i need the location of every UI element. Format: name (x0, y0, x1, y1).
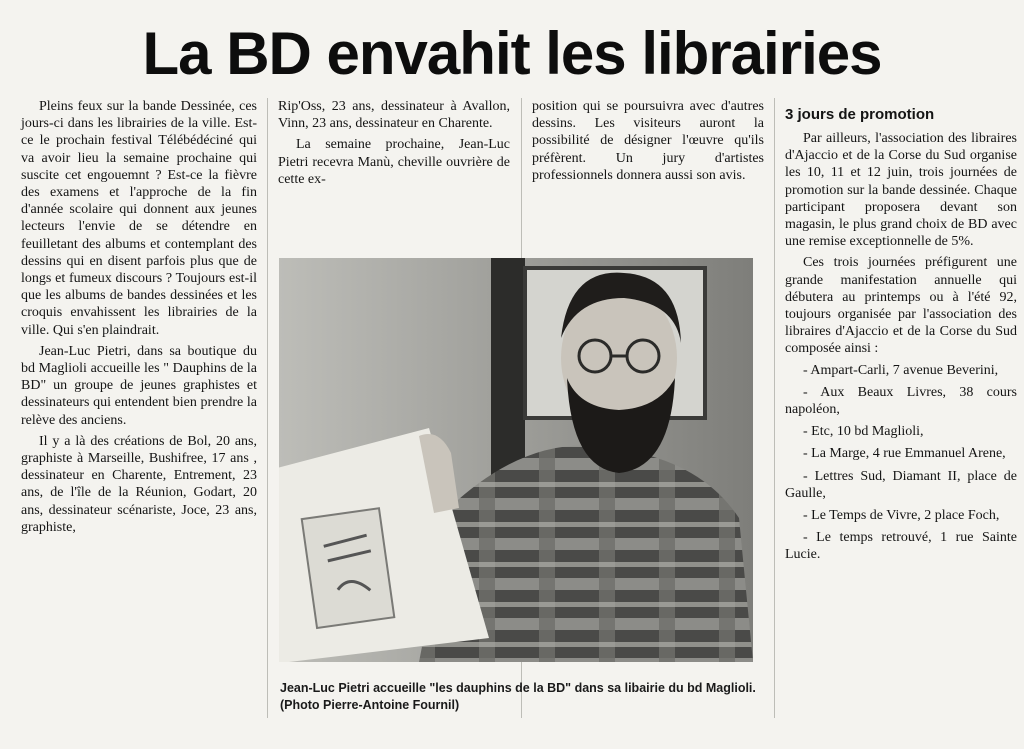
photo-illustration (279, 258, 753, 662)
list-item: - Aux Beaux Livres, 38 cours napoléon, (785, 384, 1017, 418)
headline: La BD envahit les librairies (142, 20, 882, 87)
list-item: - La Marge, 4 rue Emmanuel Arene, (803, 446, 1006, 462)
article-column-2 (278, 98, 510, 192)
article-column-3 (532, 98, 764, 188)
list-item: - Etc, 10 bd Maglioli, (803, 424, 924, 440)
article-column-1 (21, 98, 257, 540)
section-title: 3 jours de promotion (785, 106, 935, 123)
column-rule (267, 98, 268, 718)
list-item: - Ampart-Carli, 7 avenue Beverini, (803, 362, 999, 378)
paragraph: position qui se poursuivra avec d'autres dessins. Les visiteurs auront la possibilité de désigner l'œuvre qu'ils préfèrent. Un jury d'artistes professionnels donnera aussi son avis. (532, 99, 764, 183)
paragraph: Rip'Oss, 23 ans, dessinateur à Avallon, Vinn, 23 ans, dessinateur en Charente. (278, 99, 510, 132)
paragraph: Par ailleurs, l'association des libraires d'Ajaccio et de la Corse du Sud organise les 10, 11 et 12 juin, trois journées de promotion sur la bande dessinée. Chaque participant proposera devant son magasin, le plus grand choix de BD avec une remise exceptionnelle de 5%. (785, 131, 1017, 250)
list-item: - Le temps retrouvé, 1 rue Sainte Lucie. (785, 530, 1017, 563)
column-rule (774, 98, 775, 718)
article-column-4 (785, 98, 1017, 569)
paragraph: Pleins feux sur la bande Dessinée, ces jours-ci dans les librairies de la ville. Est-ce le prochain festival Télébédéciné qui va avoir lieu la semaine prochaine qui suscite cet engouemnt ? Est-ce la fièvre des examens et l'approche de la fin d'année scolaire qui donnent aux jeunes lecteurs l'envie de se détendre en feuilletant des albums et contemplant des dessins qui en disent parfois plus que de longs et fumeux discours ? Toujours est-il que les albums de bandes dessinées et les croquis envahissent les librairies de la ville. Qui s'en plaindrait. (21, 99, 257, 338)
paragraph: La semaine prochaine, Jean-Luc Pietri recevra Manù, cheville ouvrière de cette ex- (278, 137, 510, 187)
photo-caption: Jean-Luc Pietri accueille "les dauphins de la BD" dans sa libairie du bd Maglioli. (Photo Pierre-Antoine Fournil) (280, 681, 756, 712)
paragraph: Ces trois journées préfigurent une grande manifestation annuelle qui débutera au printemps ou à l'été 92, toujours organisée par l'association des libraires d'Ajaccio et de la Corse du Sud composée ainsi : (785, 255, 1017, 357)
press-photo (279, 258, 753, 662)
paragraph: Jean-Luc Pietri, dans sa boutique du bd Maglioli accueille les " Dauphins de la BD" un groupe de jeunes graphistes et dessinateurs qui entendent bien prendre la relève des anciens. (21, 343, 257, 428)
list-item: - Lettres Sud, Diamant II, place de Gaulle, (785, 468, 1017, 501)
bookshop-list (785, 362, 1017, 564)
list-item: - Le Temps de Vivre, 2 place Foch, (803, 508, 1000, 524)
paragraph: Il y a là des créations de Bol, 20 ans, graphiste à Marseille, Bushifree, 17 ans , dessinateur en Charente, Entrement, 23 ans, de l'île de la Réunion, Godart, 20 ans, dessinateur scénariste, Joce, 23 ans, graphiste, (21, 433, 257, 535)
